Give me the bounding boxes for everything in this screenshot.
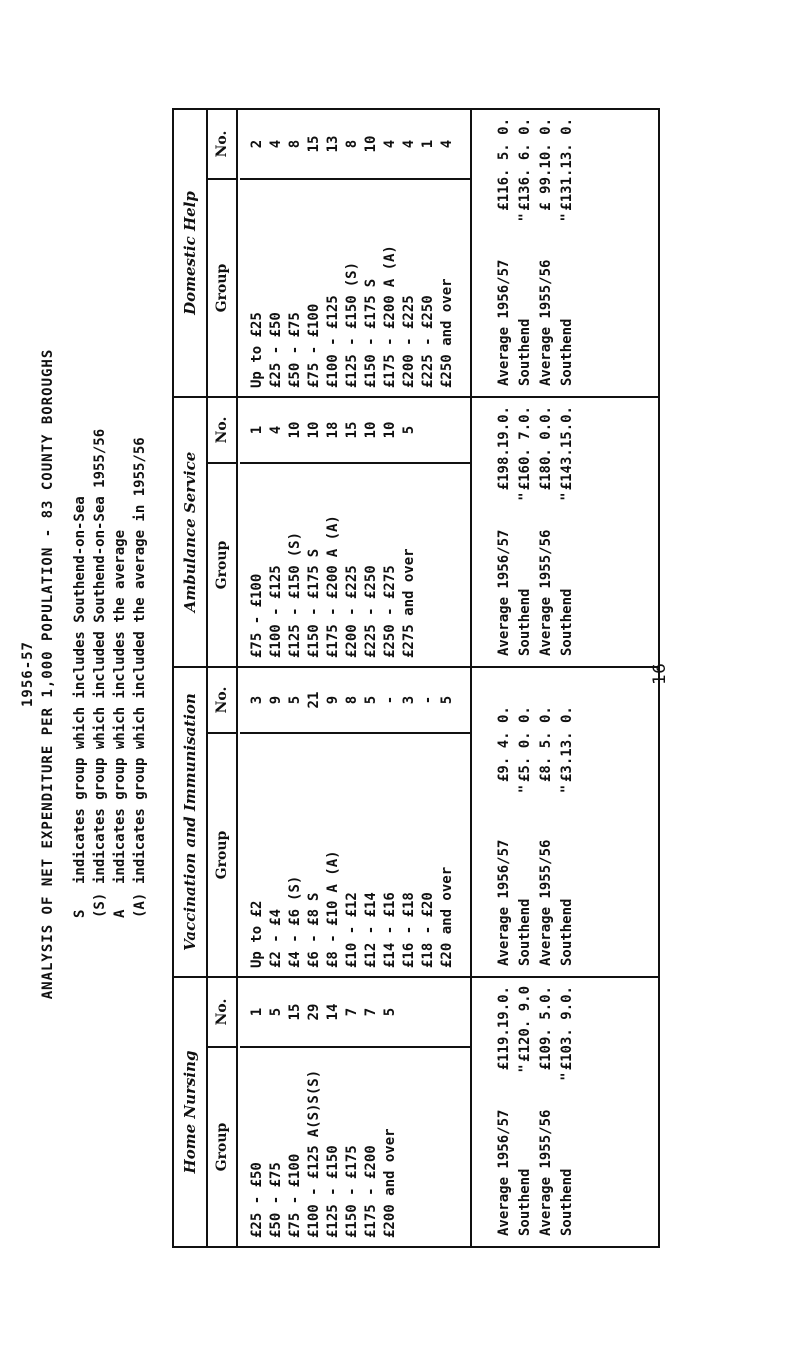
averages-block [494,118,578,386]
table-row [362,464,381,658]
count-cell: 1 [420,139,436,149]
group-range: £20 and over [439,866,455,968]
average-value: £136. 6. 0. [517,118,533,211]
legend-key: (A) [132,892,148,918]
legend-key: S [72,909,88,918]
legend-text: indicates group which includes the average [112,529,128,884]
average-label: Average 1955/56 [538,839,554,966]
group-flag: (S) [287,531,303,558]
average-row [494,118,515,386]
group-range: Up to £2 [249,900,265,968]
group-range: £25 - £50 [268,312,284,388]
group-range: £100 - £125 [306,1145,322,1238]
group-range: £14 - £16 [382,892,398,968]
average-value: £119.19.0. [496,986,512,1071]
ditto-mark [536,490,557,503]
average-label: Southend [517,588,533,656]
group-range: £150 - £175 [306,565,322,658]
ditto-mark: " [559,213,575,222]
count-cell: 4 [268,139,284,149]
ditto-mark: " [559,492,575,501]
average-value: £160. 7.0. [517,406,533,491]
group-header: Group [208,178,236,396]
group-column [240,732,470,976]
count-cell: 13 [325,135,341,153]
count-cell: 3 [401,695,417,705]
section-vaccination-and-immunisation [174,666,658,976]
no-column [240,668,470,732]
legend-text: indicates group which included the average in 1955/56 [132,437,148,884]
ditto-mark: " [517,492,533,501]
group-flag: A(S)S(S) [306,1069,322,1138]
no-header: No. [214,998,230,1026]
average-label: Average 1956/57 [496,259,512,386]
column-headers [208,398,238,666]
section-body [240,978,470,1246]
no-column [240,978,470,1046]
group-range: £50 - £75 [287,312,303,388]
average-label: Southend [559,1168,575,1236]
group-range: £225 - £250 [363,565,379,658]
column-headers [208,978,238,1246]
average-value: £131.13. 0. [559,118,575,211]
group-range: £200 - £225 [401,295,417,388]
group-range: £100 - £125 [268,565,284,658]
legend-item [110,429,130,918]
table-row [381,1048,400,1238]
group-range: £125 - £150 [287,565,303,658]
table-row [324,464,343,658]
average-value: £180. 0.0. [538,406,554,491]
group-flag: A (A) [325,515,341,558]
group-flag: (S) [287,875,303,901]
legend-key: A [112,909,128,918]
ditto-mark [536,1070,557,1083]
group-range: £150 - £175 [344,1145,360,1238]
average-row [515,986,536,1236]
average-value: £ 99.10. 0. [538,118,554,211]
section-title: Home Nursing [174,978,208,1246]
group-range: £125 - £150 [325,1145,341,1238]
ditto-mark: " [559,784,575,794]
section-body [240,110,470,396]
count-cell: 1 [249,1007,265,1017]
group-range: £4 - £6 [287,908,303,968]
ditto-mark [536,211,557,224]
no-column [240,398,470,462]
table-row [400,180,419,388]
average-row [536,406,557,656]
average-row [536,118,557,386]
group-range: £2 - £4 [268,908,284,968]
group-header: Group [208,732,236,976]
count-cell: 5 [382,1007,398,1017]
group-range: £275 and over [401,548,417,658]
group-range: £175 - £200 [382,295,398,388]
table-row [305,180,324,388]
count-cell: 4 [382,139,398,149]
group-range: £10 - £12 [344,892,360,968]
group-range: £16 - £18 [401,892,417,968]
legend-key: (S) [92,892,108,918]
group-range: £100 - £125 [325,295,341,388]
count-cell: 9 [268,695,284,705]
average-value: £120. 9.0 [517,986,533,1062]
count-cell: 7 [363,1007,379,1017]
average-value: £3.13. 0. [559,706,575,782]
divider [470,668,472,976]
group-flag: S [306,548,322,558]
group-range: £150 - £175 [363,295,379,388]
legend [70,429,150,918]
no-header: No. [214,416,230,444]
average-label: Average 1956/57 [496,1109,512,1236]
legend-item [90,429,110,918]
group-range: £200 and over [382,1128,398,1238]
average-value: £198.19.0. [496,406,512,491]
table-row [305,464,324,658]
ditto-mark [494,490,515,503]
table-row [381,734,400,968]
table-row [400,464,419,658]
count-cell: 14 [325,1003,341,1021]
divider [470,978,472,1246]
group-range: £6 - £8 [306,908,322,968]
ditto-mark: " [517,213,533,222]
legend-item [70,429,90,918]
legend-text: indicates group which includes Southend-on-Sea [72,496,88,884]
section-title: Ambulance Service [174,398,208,666]
group-range: £225 - £250 [420,295,436,388]
table-row [362,1048,381,1238]
average-value: £5. 0. 0. [517,706,533,782]
divider [470,110,472,396]
count-cell: 15 [287,1003,303,1021]
table-row [248,1048,267,1238]
average-row [557,406,578,656]
group-range: £250 - £275 [382,565,398,658]
group-flag: S [363,278,379,288]
average-row [557,676,578,966]
table-row [400,734,419,968]
count-cell: 9 [325,695,341,705]
average-row [536,986,557,1236]
section-title: Domestic Help [174,110,208,396]
table-row [343,734,362,968]
group-range: £175 - £200 [363,1145,379,1238]
table-row [267,180,286,388]
section-ambulance-service [174,396,658,666]
group-column [240,462,470,666]
column-headers [208,110,238,396]
group-range: £12 - £14 [363,892,379,968]
group-flag: S [306,892,322,901]
section-home-nursing [174,976,658,1246]
average-row [557,118,578,386]
count-cell: 10 [287,421,303,439]
table-row [324,734,343,968]
average-row [515,676,536,966]
ditto-mark [494,211,515,224]
average-row [536,676,557,966]
table-row [438,180,457,388]
count-cell: 4 [439,139,455,149]
count-cell: 10 [306,421,322,439]
table-row [362,180,381,388]
no-column [240,110,470,178]
table-row [343,180,362,388]
average-label: Southend [517,1168,533,1236]
count-cell: 15 [306,135,322,153]
table-row [248,464,267,658]
count-cell: 1 [249,425,265,435]
table-row [419,734,438,968]
table-row [305,1048,324,1238]
count-cell: 5 [268,1007,284,1017]
average-value: £9. 4. 0. [496,706,512,782]
average-row [515,118,536,386]
ditto-mark [494,1070,515,1083]
average-value: £143.15.0. [559,406,575,491]
table-row [362,734,381,968]
average-row [515,406,536,656]
count-cell: 2 [249,139,265,149]
average-value: £116. 5. 0. [496,118,512,211]
average-label: Southend [559,898,575,966]
average-label: Average 1956/57 [496,839,512,966]
count-cell: 4 [268,425,284,435]
ditto-mark: " [559,1072,575,1081]
average-value: £8. 5. 0. [538,706,554,782]
count-cell: 5 [287,695,303,705]
group-range: £8 - £10 [325,900,341,968]
count-cell: 5 [439,695,455,705]
group-range: £175 - £200 [325,565,341,658]
count-cell: 8 [344,695,360,705]
table-row [438,734,457,968]
page-year: 1956-57 [20,641,36,708]
group-range: £25 - £50 [249,1162,265,1238]
count-cell: 8 [344,139,360,149]
no-header: No. [214,686,230,714]
section-title: Vaccination and Immunisation [174,668,208,976]
count-cell: 21 [306,691,322,709]
table-row [286,464,305,658]
legend-text: indicates group which included Southend-on-Sea 1955/56 [92,428,108,884]
average-label: Average 1956/57 [496,529,512,656]
ditto-mark [494,782,515,796]
group-range: £50 - £75 [268,1162,284,1238]
ditto-mark: " [517,1064,533,1073]
average-label: Southend [517,898,533,966]
group-range: £250 and over [439,278,455,388]
averages-block [494,986,578,1236]
average-label: Southend [559,318,575,386]
average-row [557,986,578,1236]
average-value: £109. 5.0. [538,986,554,1071]
count-cell: 10 [363,421,379,439]
group-column [240,178,470,396]
group-flag: A (A) [382,245,398,288]
averages-block [494,676,578,966]
column-headers [208,668,238,976]
count-cell: 7 [344,1007,360,1017]
average-label: Average 1955/56 [538,259,554,386]
group-range: £200 - £225 [344,565,360,658]
group-range: £125 - £150 [344,295,360,388]
section-body [240,398,470,666]
group-range: £75 - £100 [306,303,322,388]
group-flag: (S) [344,261,360,288]
table-row [343,1048,362,1238]
table-row [248,180,267,388]
table-row [324,180,343,388]
average-label: Average 1955/56 [538,529,554,656]
count-cell: 3 [249,695,265,705]
table-row [286,180,305,388]
count-cell: 4 [401,139,417,149]
no-header: No. [214,130,230,158]
group-header: Group [208,462,236,666]
group-range: £18 - £20 [420,892,436,968]
table-row [381,180,400,388]
count-cell: 10 [382,421,398,439]
count-cell: 18 [325,421,341,439]
count-cell: - [382,695,398,705]
table-row [343,464,362,658]
count-cell: 5 [363,695,379,705]
table-row [419,180,438,388]
group-flag: A (A) [325,850,341,893]
group-column [240,1046,470,1246]
table-row [324,1048,343,1238]
average-label: Average 1955/56 [538,1109,554,1236]
count-cell: 8 [287,139,303,149]
group-range: £75 - £100 [287,1153,303,1238]
legend-item [130,429,150,918]
table-row [286,734,305,968]
average-row [494,676,515,966]
group-range: £75 - £100 [249,573,265,658]
table-row [267,734,286,968]
count-cell: 5 [401,425,417,435]
table-row [381,464,400,658]
divider [470,398,472,666]
average-label: Southend [559,588,575,656]
page-title: ANALYSIS OF NET EXPENDITURE PER 1,000 POPULATION - 83 COUNTY BOROUGHS [40,348,56,1000]
ditto-mark: " [517,784,533,794]
ditto-mark [536,782,557,796]
count-cell: 15 [344,421,360,439]
average-label: Southend [517,318,533,386]
page-number: 16 [650,663,670,685]
average-row [494,406,515,656]
averages-block [494,406,578,656]
section-domestic-help [174,110,658,396]
expenditure-table [172,108,660,1248]
group-range: Up to £25 [249,312,265,388]
table-row [267,464,286,658]
table-row [286,1048,305,1238]
table-row [267,1048,286,1238]
table-row [248,734,267,968]
average-value: £103. 9.0. [559,986,575,1071]
count-cell: - [420,695,436,705]
count-cell: 10 [363,135,379,153]
average-row [494,986,515,1236]
group-header: Group [208,1046,236,1246]
section-body [240,668,470,976]
table-row [305,734,324,968]
count-cell: 29 [306,1003,322,1021]
